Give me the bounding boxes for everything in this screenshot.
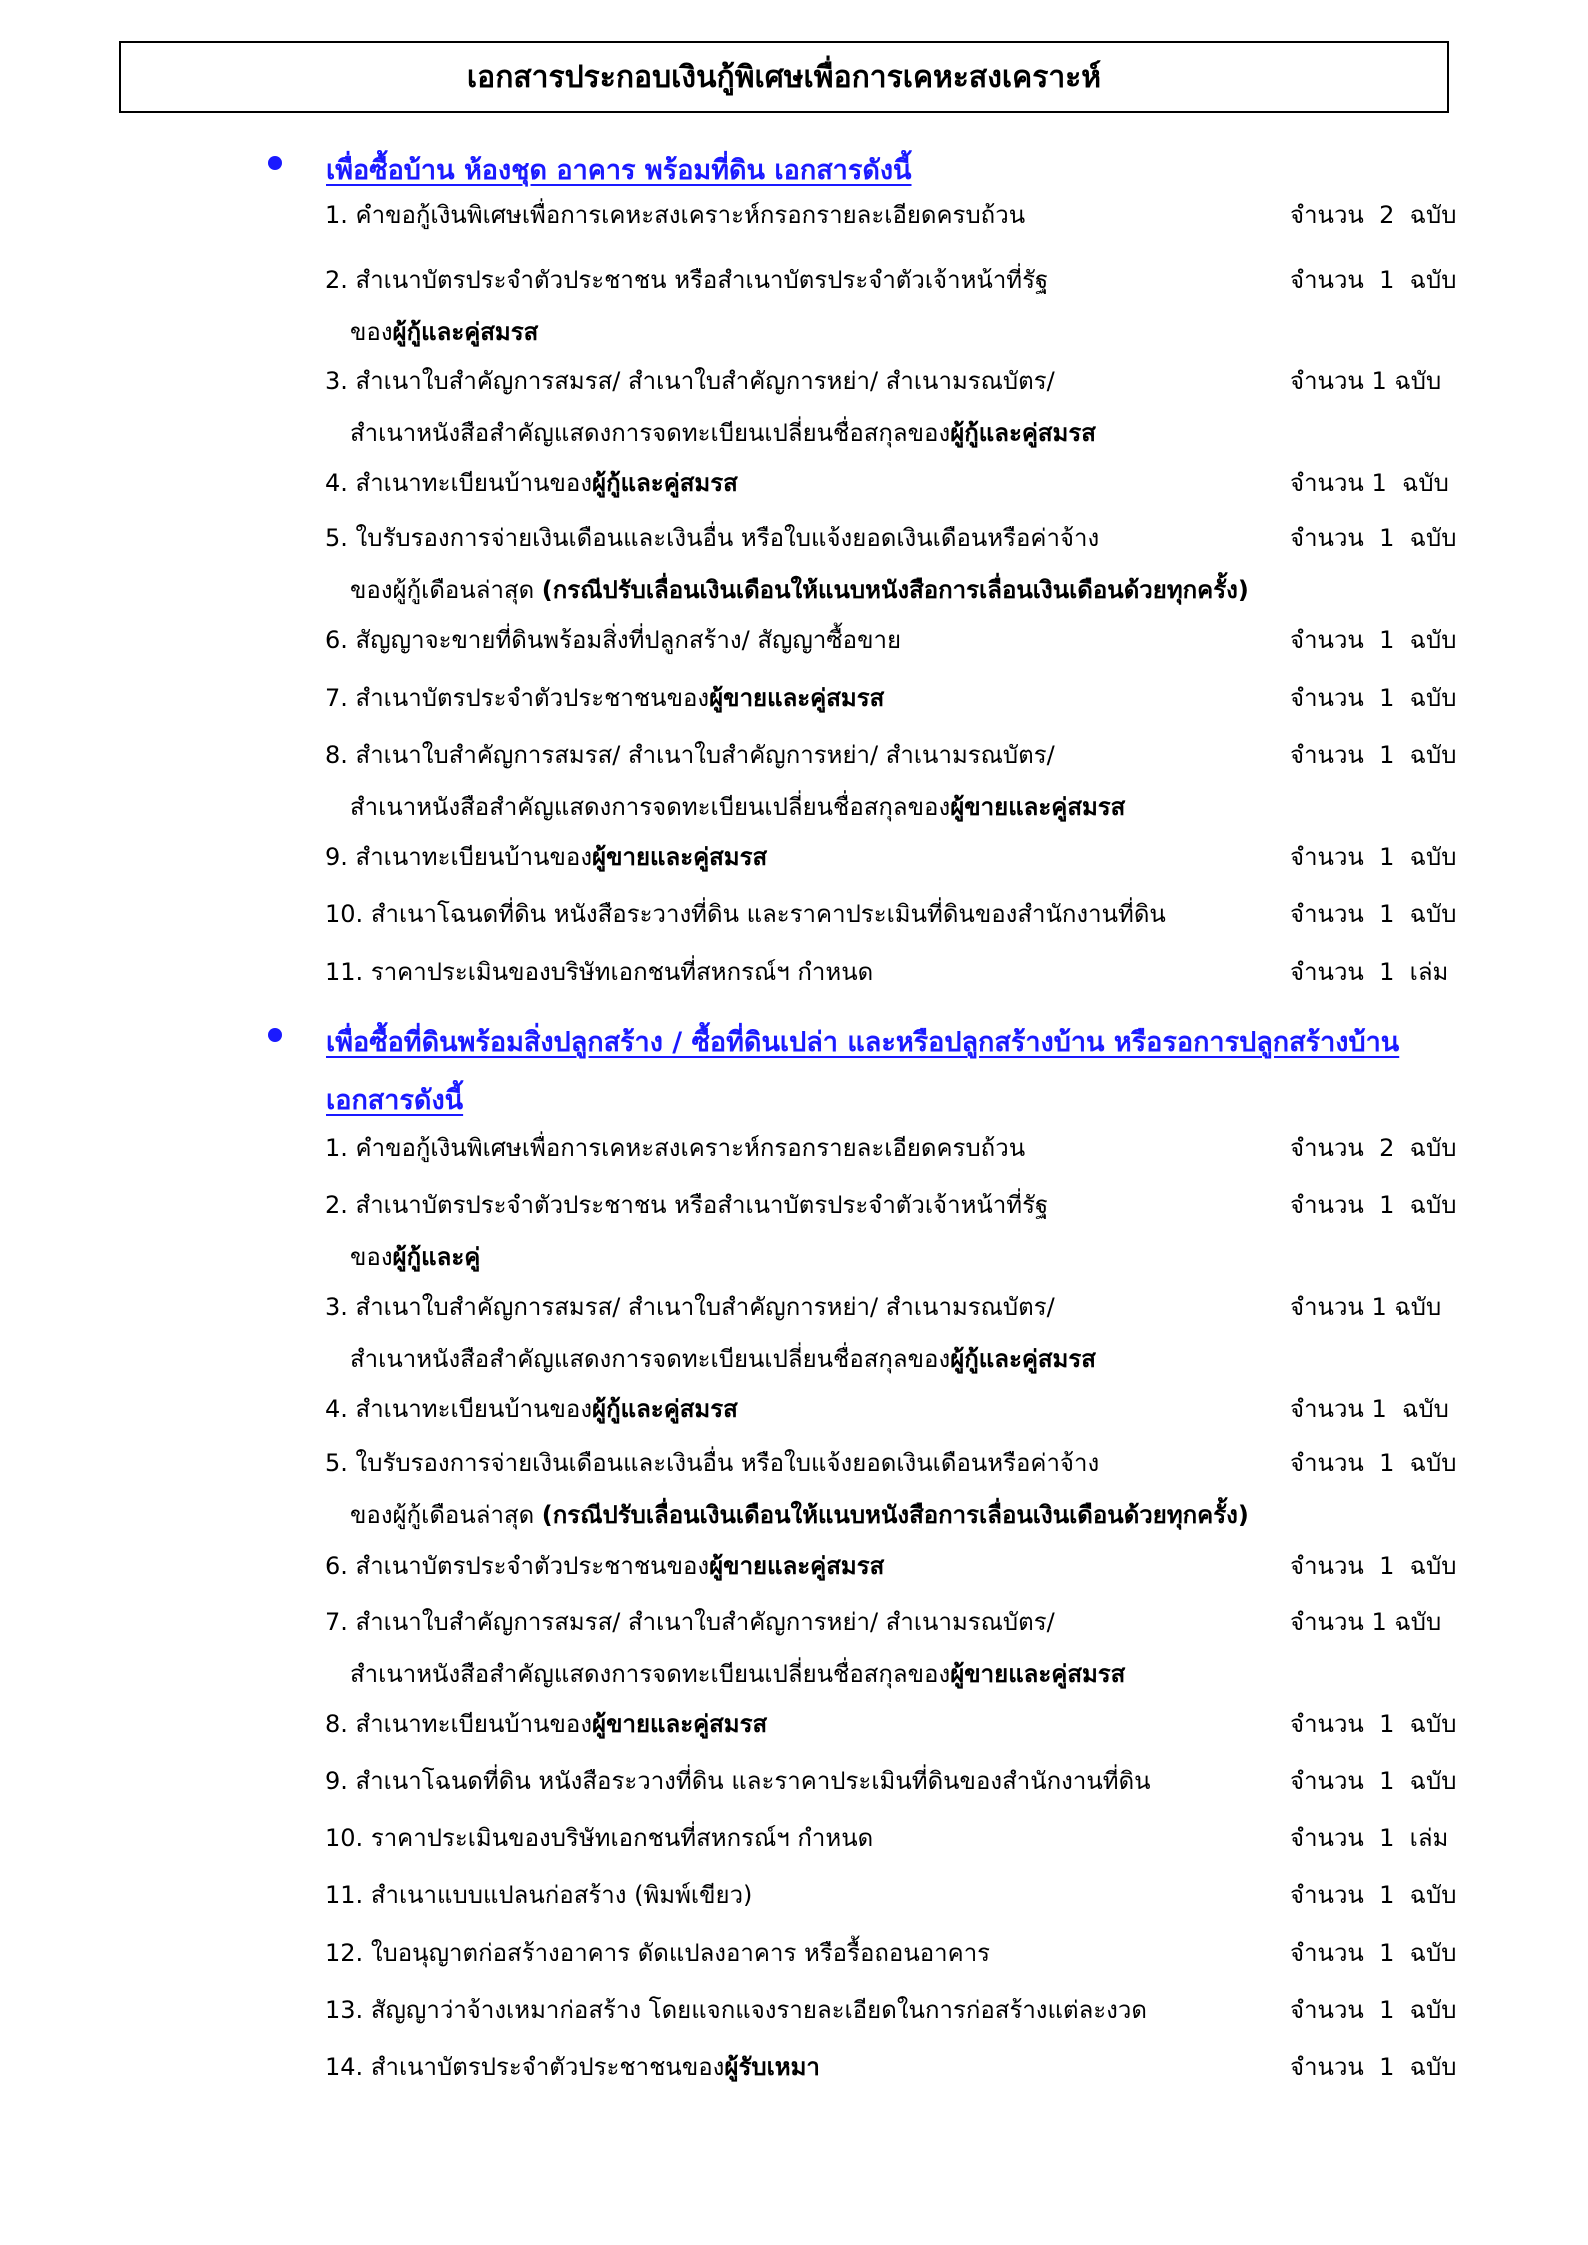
- item-number: 11.: [325, 1881, 364, 1909]
- item-number: 10.: [325, 900, 364, 928]
- item-text: ใบอนุญาตก่อสร้างอาคาร ดัดแปลงอาคาร หรือรื้อถอนอาคาร: [370, 1939, 991, 1967]
- item-number: 6.: [325, 1552, 348, 1580]
- item-quantity: จำนวน 1 ฉบับ: [1290, 1191, 1457, 1219]
- item-quantity: จำนวน 1 ฉบับ: [1290, 626, 1457, 654]
- item-line: [325, 1290, 1055, 1324]
- item-text: สำเนาบัตรประจำตัวประชาชน หรือสำเนาบัตรประจำตัวเจ้าหน้าที่รัฐ: [355, 266, 1049, 294]
- item-cont-bold: ผู้กู้และคู่: [392, 1243, 481, 1271]
- item-quantity: จำนวน 1 ฉบับ: [1290, 1608, 1442, 1636]
- item-line: [325, 681, 884, 715]
- item-cont-text: สำเนาหนังสือสำคัญแสดงการจดทะเบียนเปลี่ยนชื่อสกุลของ: [350, 1660, 951, 1688]
- item-text-bold: ผู้กู้และคู่สมรส: [592, 469, 738, 497]
- item-continuation-line: [350, 416, 1096, 450]
- item-number: 10.: [325, 1824, 364, 1852]
- item-cont-text: ของผู้กู้เดือนล่าสุด: [350, 576, 542, 604]
- item-text: คำขอกู้เงินพิเศษเพื่อการเคหะสงเคราะห์กรอกรายละเอียดครบถ้วน: [355, 1134, 1026, 1162]
- item-quantity: จำนวน 1 ฉบับ: [1290, 469, 1449, 497]
- item-line: [325, 198, 1025, 232]
- item-cont-text: ของ: [350, 318, 393, 346]
- item-quantity: จำนวน 1 ฉบับ: [1290, 266, 1457, 294]
- item-text-bold: ผู้ขายและคู่สมรส: [592, 1710, 768, 1738]
- item-quantity: จำนวน 1 ฉบับ: [1290, 684, 1457, 712]
- section-heading-line: เพื่อซื้อบ้าน ห้องชุด อาคาร พร้อมที่ดิน เอกสารดังนี้: [326, 155, 912, 186]
- item-text: สัญญาจะขายที่ดินพร้อมสิ่งที่ปลูกสร้าง/ สัญญาซื้อขาย: [355, 626, 902, 654]
- item-number: 14.: [325, 2053, 364, 2081]
- item-number: 7.: [325, 1608, 348, 1636]
- item-continuation-line: [350, 1657, 1125, 1691]
- item-continuation-line: [350, 315, 538, 349]
- section-heading-line: เพื่อซื้อที่ดินพร้อมสิ่งปลูกสร้าง / ซื้อที่ดินเปล่า และหรือปลูกสร้างบ้าน หรือรอการปลูกสร้างบ้าน: [326, 1027, 1400, 1058]
- item-cont-text: สำเนาหนังสือสำคัญแสดงการจดทะเบียนเปลี่ยนชื่อสกุลของ: [350, 1345, 951, 1373]
- item-number: 9.: [325, 1767, 348, 1795]
- item-text: ราคาประเมินของบริษัทเอกชนที่สหกรณ์ฯ กำหนด: [370, 1824, 874, 1852]
- item-continuation-line: [350, 573, 1249, 607]
- item-text: สำเนาบัตรประจำตัวประชาชนของ: [355, 684, 710, 712]
- item-text-bold: ผู้ขายและคู่สมรส: [592, 843, 768, 871]
- item-text: สัญญาว่าจ้างเหมาก่อสร้าง โดยแจกแจงรายละเอียดในการก่อสร้างแต่ละงวด: [370, 1996, 1147, 2024]
- item-line: [325, 364, 1055, 398]
- item-number: 11.: [325, 958, 364, 986]
- item-quantity: จำนวน 2 ฉบับ: [1290, 201, 1457, 229]
- item-number: 5.: [325, 524, 348, 552]
- item-continuation-line: [350, 1342, 1096, 1376]
- item-line: [325, 1764, 1151, 1798]
- item-cont-text: สำเนาหนังสือสำคัญแสดงการจดทะเบียนเปลี่ยนชื่อสกุลของ: [350, 793, 951, 821]
- item-line: [325, 1188, 1048, 1222]
- item-number: 13.: [325, 1996, 364, 2024]
- item-text: สำเนาใบสำคัญการสมรส/ สำเนาใบสำคัญการหย่า/ สำเนามรณบัตร/: [355, 1608, 1055, 1636]
- section-heading: [272, 1014, 1472, 1130]
- item-number: 1.: [325, 1134, 348, 1162]
- item-text: สำเนาทะเบียนบ้านของ: [355, 469, 593, 497]
- item-continuation-line: [350, 1498, 1249, 1532]
- item-line: [325, 738, 1055, 772]
- item-line: [325, 1549, 884, 1583]
- item-text: คำขอกู้เงินพิเศษเพื่อการเคหะสงเคราะห์กรอกรายละเอียดครบถ้วน: [355, 201, 1026, 229]
- item-continuation-line: [350, 1240, 480, 1274]
- item-cont-bold: (กรณีปรับเลื่อนเงินเดือนให้แนบหนังสือการเลื่อนเงินเดือนด้วยทุกครั้ง): [541, 1501, 1249, 1529]
- item-number: 8.: [325, 741, 348, 769]
- item-cont-bold: ผู้กู้และคู่สมรส: [392, 318, 539, 346]
- item-line: [325, 1707, 767, 1741]
- item-line: [325, 1936, 990, 1970]
- item-number: 4.: [325, 469, 348, 497]
- item-text: สำเนาทะเบียนบ้านของ: [355, 843, 593, 871]
- item-number: 7.: [325, 684, 348, 712]
- bullet-icon: [268, 156, 282, 170]
- item-line: [325, 466, 738, 500]
- item-text: สำเนาทะเบียนบ้านของ: [355, 1395, 593, 1423]
- item-text: ใบรับรองการจ่ายเงินเดือนและเงินอื่น หรือใบแจ้งยอดเงินเดือนหรือค่าจ้าง: [355, 524, 1100, 552]
- item-number: 3.: [325, 1293, 348, 1321]
- item-quantity: จำนวน 1 ฉบับ: [1290, 1449, 1457, 1477]
- item-line: [325, 955, 873, 989]
- item-quantity: จำนวน 1 ฉบับ: [1290, 1881, 1457, 1909]
- item-number: 3.: [325, 367, 348, 395]
- item-quantity: จำนวน 1 ฉบับ: [1290, 1552, 1457, 1580]
- item-quantity: จำนวน 1 ฉบับ: [1290, 741, 1457, 769]
- item-number: 12.: [325, 1939, 364, 1967]
- item-line: [325, 263, 1048, 297]
- item-line: [325, 1392, 738, 1426]
- item-text: สำเนาใบสำคัญการสมรส/ สำเนาใบสำคัญการหย่า/ สำเนามรณบัตร/: [355, 1293, 1055, 1321]
- item-cont-bold: ผู้ขายและคู่สมรส: [950, 1660, 1126, 1688]
- item-line: [325, 1131, 1025, 1165]
- item-quantity: จำนวน 1 ฉบับ: [1290, 367, 1442, 395]
- item-text: สำเนาใบสำคัญการสมรส/ สำเนาใบสำคัญการหย่า/ สำเนามรณบัตร/: [355, 741, 1055, 769]
- item-continuation-line: [350, 790, 1125, 824]
- item-line: [325, 897, 1166, 931]
- item-text: สำเนาโฉนดที่ดิน หนังสือระวางที่ดิน และราคาประเมินที่ดินของสำนักงานที่ดิน: [370, 900, 1166, 928]
- section-heading: [272, 142, 1472, 200]
- item-number: 9.: [325, 843, 348, 871]
- item-cont-bold: (กรณีปรับเลื่อนเงินเดือนให้แนบหนังสือการเลื่อนเงินเดือนด้วยทุกครั้ง): [541, 576, 1249, 604]
- section-heading-text: [326, 1014, 1399, 1130]
- item-number: 2.: [325, 266, 348, 294]
- item-number: 2.: [325, 1191, 348, 1219]
- section-heading-line: เอกสารดังนี้: [326, 1085, 464, 1116]
- item-text: สำเนาบัตรประจำตัวประชาชนของ: [355, 1552, 710, 1580]
- item-line: [325, 1605, 1055, 1639]
- item-number: 8.: [325, 1710, 348, 1738]
- item-text-bold: ผู้ขายและคู่สมรส: [709, 684, 885, 712]
- item-text: สำเนาบัตรประจำตัวประชาชน หรือสำเนาบัตรประจำตัวเจ้าหน้าที่รัฐ: [355, 1191, 1049, 1219]
- item-cont-text: ของผู้กู้เดือนล่าสุด: [350, 1501, 542, 1529]
- item-text: ราคาประเมินของบริษัทเอกชนที่สหกรณ์ฯ กำหนด: [370, 958, 874, 986]
- item-cont-bold: ผู้ขายและคู่สมรส: [950, 793, 1126, 821]
- item-text-bold: ผู้รับเหมา: [724, 2053, 820, 2081]
- item-quantity: จำนวน 1 ฉบับ: [1290, 1939, 1457, 1967]
- item-line: [325, 1878, 752, 1912]
- item-text: สำเนาบัตรประจำตัวประชาชนของ: [370, 2053, 725, 2081]
- item-text: ใบรับรองการจ่ายเงินเดือนและเงินอื่น หรือใบแจ้งยอดเงินเดือนหรือค่าจ้าง: [355, 1449, 1100, 1477]
- item-line: [325, 623, 901, 657]
- item-text-bold: ผู้กู้และคู่สมรส: [592, 1395, 738, 1423]
- section-heading-text: [326, 142, 912, 200]
- item-cont-bold: ผู้กู้และคู่สมรส: [950, 1345, 1096, 1373]
- item-quantity: จำนวน 1 ฉบับ: [1290, 1293, 1442, 1321]
- item-cont-text: ของ: [350, 1243, 393, 1271]
- item-quantity: จำนวน 1 เล่ม: [1290, 1824, 1449, 1852]
- item-line: [325, 840, 767, 874]
- bullet-icon: [268, 1028, 282, 1042]
- item-line: [325, 1821, 873, 1855]
- item-quantity: จำนวน 1 เล่ม: [1290, 958, 1449, 986]
- item-number: 1.: [325, 201, 348, 229]
- item-number: 5.: [325, 1449, 348, 1477]
- item-quantity: จำนวน 1 ฉบับ: [1290, 1996, 1457, 2024]
- item-line: [325, 521, 1099, 555]
- item-quantity: จำนวน 1 ฉบับ: [1290, 843, 1457, 871]
- document-title-box: [119, 41, 1449, 113]
- item-cont-text: สำเนาหนังสือสำคัญแสดงการจดทะเบียนเปลี่ยนชื่อสกุลของ: [350, 419, 951, 447]
- item-quantity: จำนวน 1 ฉบับ: [1290, 1767, 1457, 1795]
- item-line: [325, 1446, 1099, 1480]
- item-number: 4.: [325, 1395, 348, 1423]
- item-number: 6.: [325, 626, 348, 654]
- item-text-bold: ผู้ขายและคู่สมรส: [709, 1552, 885, 1580]
- item-quantity: จำนวน 1 ฉบับ: [1290, 900, 1457, 928]
- item-text: สำเนาโฉนดที่ดิน หนังสือระวางที่ดิน และราคาประเมินที่ดินของสำนักงานที่ดิน: [355, 1767, 1151, 1795]
- item-line: [325, 2050, 820, 2084]
- item-line: [325, 1993, 1147, 2027]
- item-quantity: จำนวน 1 ฉบับ: [1290, 1710, 1457, 1738]
- document-title: เอกสารประกอบเงินกู้พิเศษเพื่อการเคหะสงเคราะห์: [466, 59, 1102, 95]
- item-quantity: จำนวน 1 ฉบับ: [1290, 524, 1457, 552]
- item-text: สำเนาใบสำคัญการสมรส/ สำเนาใบสำคัญการหย่า/ สำเนามรณบัตร/: [355, 367, 1055, 395]
- item-quantity: จำนวน 1 ฉบับ: [1290, 1395, 1449, 1423]
- item-text: สำเนาทะเบียนบ้านของ: [355, 1710, 593, 1738]
- item-quantity: จำนวน 2 ฉบับ: [1290, 1134, 1457, 1162]
- item-text: สำเนาแบบแปลนก่อสร้าง (พิมพ์เขียว): [370, 1881, 753, 1909]
- item-quantity: จำนวน 1 ฉบับ: [1290, 2053, 1457, 2081]
- item-cont-bold: ผู้กู้และคู่สมรส: [950, 419, 1096, 447]
